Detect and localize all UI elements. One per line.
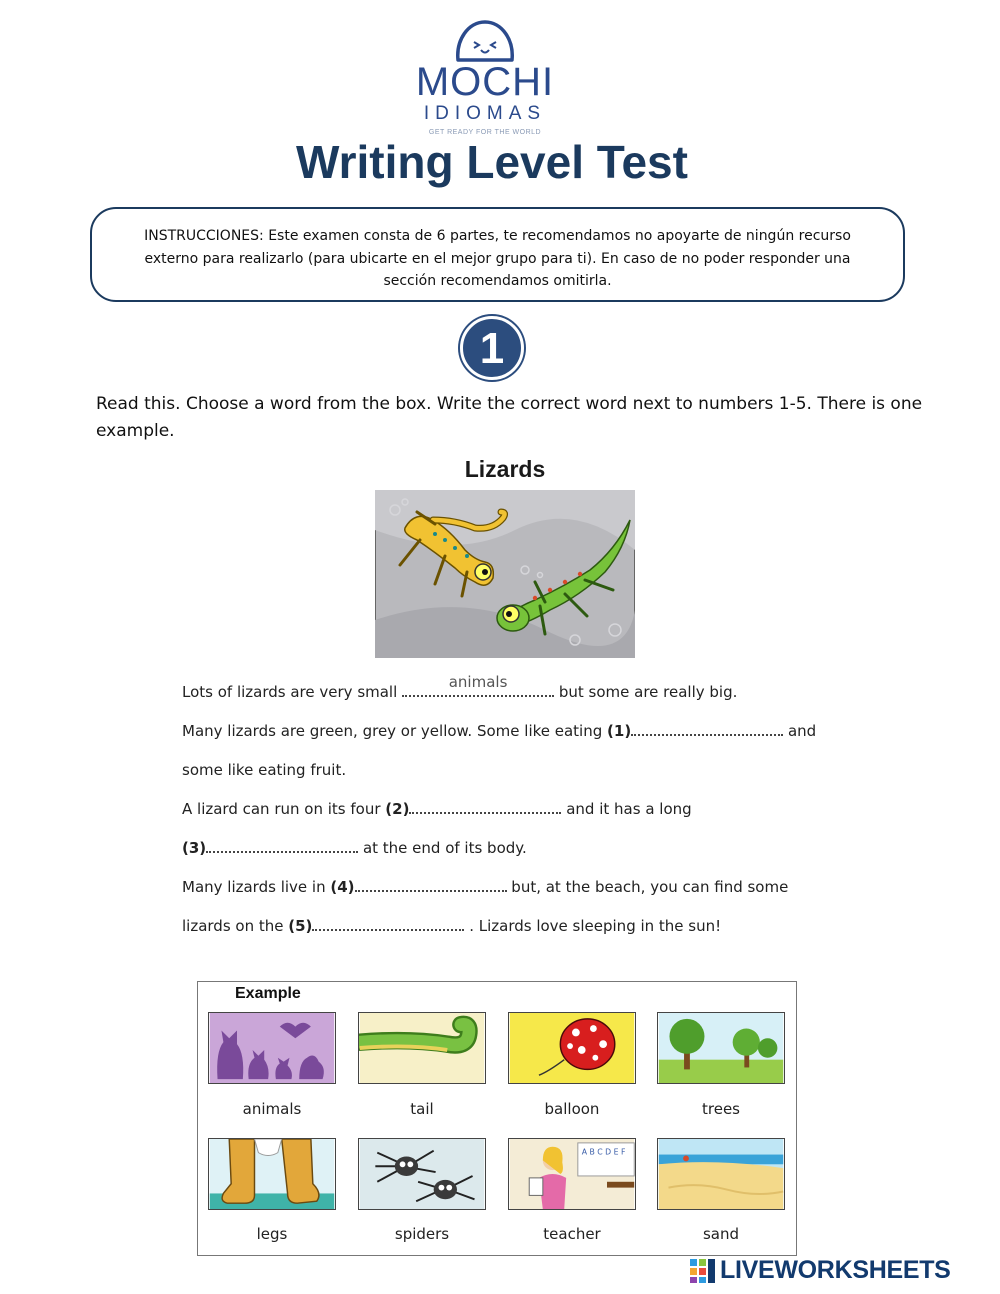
mochi-mascot-icon (454, 18, 516, 62)
step-number-badge (460, 316, 524, 380)
blank-number-4: (4) (330, 878, 355, 896)
logo-sub: IDIOMAS (423, 103, 547, 124)
answer-blank-4[interactable] (355, 876, 507, 892)
word-balloon: balloon (544, 1100, 600, 1118)
beach-icon (658, 1139, 784, 1209)
legs-picture (208, 1138, 336, 1210)
example-label: Example (235, 985, 301, 1002)
logo-tagline: GET READY FOR THE WORLD (428, 129, 542, 136)
legs-icon (209, 1139, 335, 1209)
trees-picture (657, 1012, 785, 1084)
teacher-picture (508, 1138, 636, 1210)
lizards-image (375, 490, 635, 658)
passage-line-2 (182, 720, 816, 742)
passage-text: and it has a long (566, 800, 692, 818)
passage-text: but, at the beach, you can find some (511, 878, 789, 896)
word-teacher: teacher (543, 1225, 601, 1243)
passage-text: and (787, 722, 817, 740)
tail-icon (359, 1013, 485, 1083)
passage-text: Many lizards live in (182, 878, 326, 896)
instructions-box: INSTRUCCIONES: Este examen consta de 6 partes, te recomendamos no apoyarte de ningún recurso externo para realizarlo (para ubicarte en el mejor grupo para ti). En caso de no poder responder una sección recomendamos omitirla. (90, 207, 905, 302)
word-sand: sand (702, 1225, 740, 1243)
passage-line-1 (182, 673, 738, 703)
passage-line-4 (182, 798, 692, 820)
passage-text: lizards on the (182, 917, 284, 935)
passage-text: Lots of lizards are very small (182, 683, 398, 701)
word-trees: trees (702, 1100, 740, 1118)
question-prompt: Read this. Choose a word from the box. Write the correct word next to numbers 1-5. There is one example. (96, 394, 923, 441)
balloon-picture (508, 1012, 636, 1084)
blank-number-5: (5) (288, 917, 313, 935)
balloon-icon (509, 1013, 635, 1083)
passage-text: at the end of its body. (362, 839, 527, 857)
blank-number-2: (2) (385, 800, 410, 818)
animals-picture (208, 1012, 336, 1084)
teacher-icon (509, 1139, 635, 1209)
blank-number-3: (3) (182, 839, 207, 857)
answer-blank-2[interactable] (409, 798, 561, 814)
blank-number-1: (1) (607, 722, 632, 740)
step-number: 1 (479, 324, 505, 373)
mochi-idiomas-logo (400, 18, 570, 140)
liveworksheets-brand (690, 1255, 990, 1285)
answer-blank-1[interactable] (631, 720, 783, 736)
passage-line-3 (182, 759, 346, 781)
svg-text:A B C D E F: A B C D E F (581, 1147, 626, 1157)
passage-text: some like eating fruit. (182, 761, 347, 779)
word-animals: animals (242, 1100, 302, 1118)
example-answer: animals (448, 673, 508, 691)
liveworksheets-logo-icon (690, 1259, 716, 1283)
passage-text: . Lizards love sleeping in the sun! (469, 917, 722, 935)
answer-blank-3[interactable] (206, 837, 358, 853)
logo-brand: MOCHI (415, 60, 555, 104)
page-title: Writing Level Test (296, 136, 688, 188)
lizards-illustration (375, 490, 635, 658)
word-spiders: spiders (394, 1225, 450, 1243)
sand-picture (657, 1138, 785, 1210)
spiders-picture (358, 1138, 486, 1210)
passage-text: but some are really big. (558, 683, 738, 701)
passage-line-5 (182, 837, 527, 859)
tail-picture (358, 1012, 486, 1084)
example-blank (402, 673, 554, 697)
passage-title: Lizards (464, 456, 546, 482)
passage-text: Many lizards are green, grey or yellow. Some like eating (182, 722, 603, 740)
word-legs: legs (256, 1225, 288, 1243)
passage-text: A lizard can run on its four (182, 800, 381, 818)
animals-silhouette-icon (209, 1013, 335, 1083)
passage-line-7 (182, 915, 721, 937)
liveworksheets-text: LIVEWORKSHEETS (720, 1256, 951, 1284)
spider-icon (359, 1139, 485, 1209)
trees-icon (658, 1013, 784, 1083)
answer-blank-5[interactable] (312, 915, 464, 931)
word-tail: tail (410, 1100, 434, 1118)
passage-line-6 (182, 876, 788, 898)
